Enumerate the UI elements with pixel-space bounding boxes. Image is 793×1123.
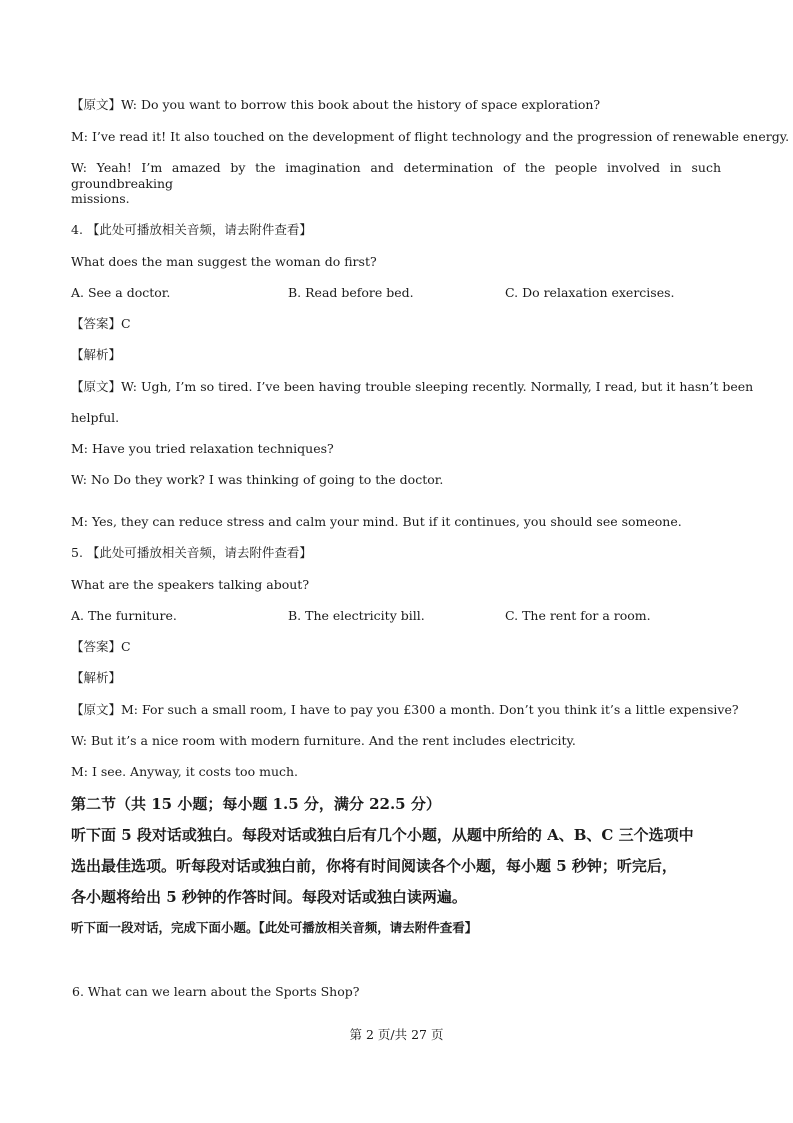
question-5-analysis-label: 【解析】	[71, 670, 122, 685]
question-4-analysis-label: 【解析】	[71, 347, 122, 362]
transcript-line: M: I see. Anyway, it costs too much.	[71, 764, 299, 779]
question-4-answer: 【答案】C	[71, 316, 131, 331]
section-2-instruction: 听下面一段对话，完成下面小题。【此处可播放相关音频，请去附件查看】	[71, 920, 478, 935]
section-2-instruction: 各小题将给出 5 秒钟的作答时间。每段对话或独白读两遍。	[71, 888, 467, 906]
question-5-header: 5. 【此处可播放相关音频，请去附件查看】	[71, 545, 312, 560]
question-5-option-c: C. The rent for a room.	[505, 608, 651, 623]
question-6-text: 6. What can we learn about the Sports Shop?	[72, 984, 360, 999]
question-4-option-a: A. See a doctor.	[71, 285, 171, 300]
transcript-line: 【原文】M: For such a small room, I have to pay you £300 a month. Don’t you think it’s a little expensive?	[71, 702, 739, 717]
section-2-instruction: 听下面 5 段对话或独白。每段对话或独白后有几个小题，从题中所给的 A、B、C 三个选项中	[71, 826, 694, 844]
question-5-option-b: B. The electricity bill.	[288, 608, 425, 623]
question-4-text: What does the man suggest the woman do first?	[71, 254, 377, 269]
transcript-line: W: No Do they work? I was thinking of going to the doctor.	[71, 472, 444, 487]
section-2-instruction: 选出最佳选项。听每段对话或独白前，你将有时间阅读各个小题，每小题 5 秒钟；听完后，	[71, 857, 677, 875]
transcript-line: M: Have you tried relaxation techniques?	[71, 441, 334, 456]
transcript-line: W: But it’s a nice room with modern furniture. And the rent includes electricity.	[71, 733, 576, 748]
transcript-line: missions.	[71, 191, 130, 206]
question-5-option-a: A. The furniture.	[71, 608, 177, 623]
question-5-text: What are the speakers talking about?	[71, 577, 310, 592]
transcript-line: M: I’ve read it! It also touched on the development of flight technology and the progression of renewable energy.	[71, 129, 790, 144]
page-footer: 第 2 页/共 27 页	[349, 1027, 444, 1042]
question-4-header: 4. 【此处可播放相关音频，请去附件查看】	[71, 222, 312, 237]
question-5-answer: 【答案】C	[71, 639, 131, 654]
transcript-line: 【原文】W: Do you want to borrow this book about the history of space exploration?	[71, 97, 601, 112]
transcript-line: W: Yeah! I’m amazed by the imagination and determination of the people involved in such groundbreaking	[71, 160, 721, 191]
transcript-line: M: Yes, they can reduce stress and calm your mind. But if it continues, you should see someone.	[71, 514, 682, 529]
question-4-option-b: B. Read before bed.	[288, 285, 414, 300]
question-4-option-c: C. Do relaxation exercises.	[505, 285, 675, 300]
section-2-title: 第二节（共 15 小题；每小题 1.5 分，满分 22.5 分）	[71, 795, 441, 813]
transcript-line: helpful.	[71, 410, 120, 425]
transcript-line: 【原文】W: Ugh, I’m so tired. I’ve been having trouble sleeping recently. Normally, I read, but it hasn’t been	[71, 379, 754, 394]
